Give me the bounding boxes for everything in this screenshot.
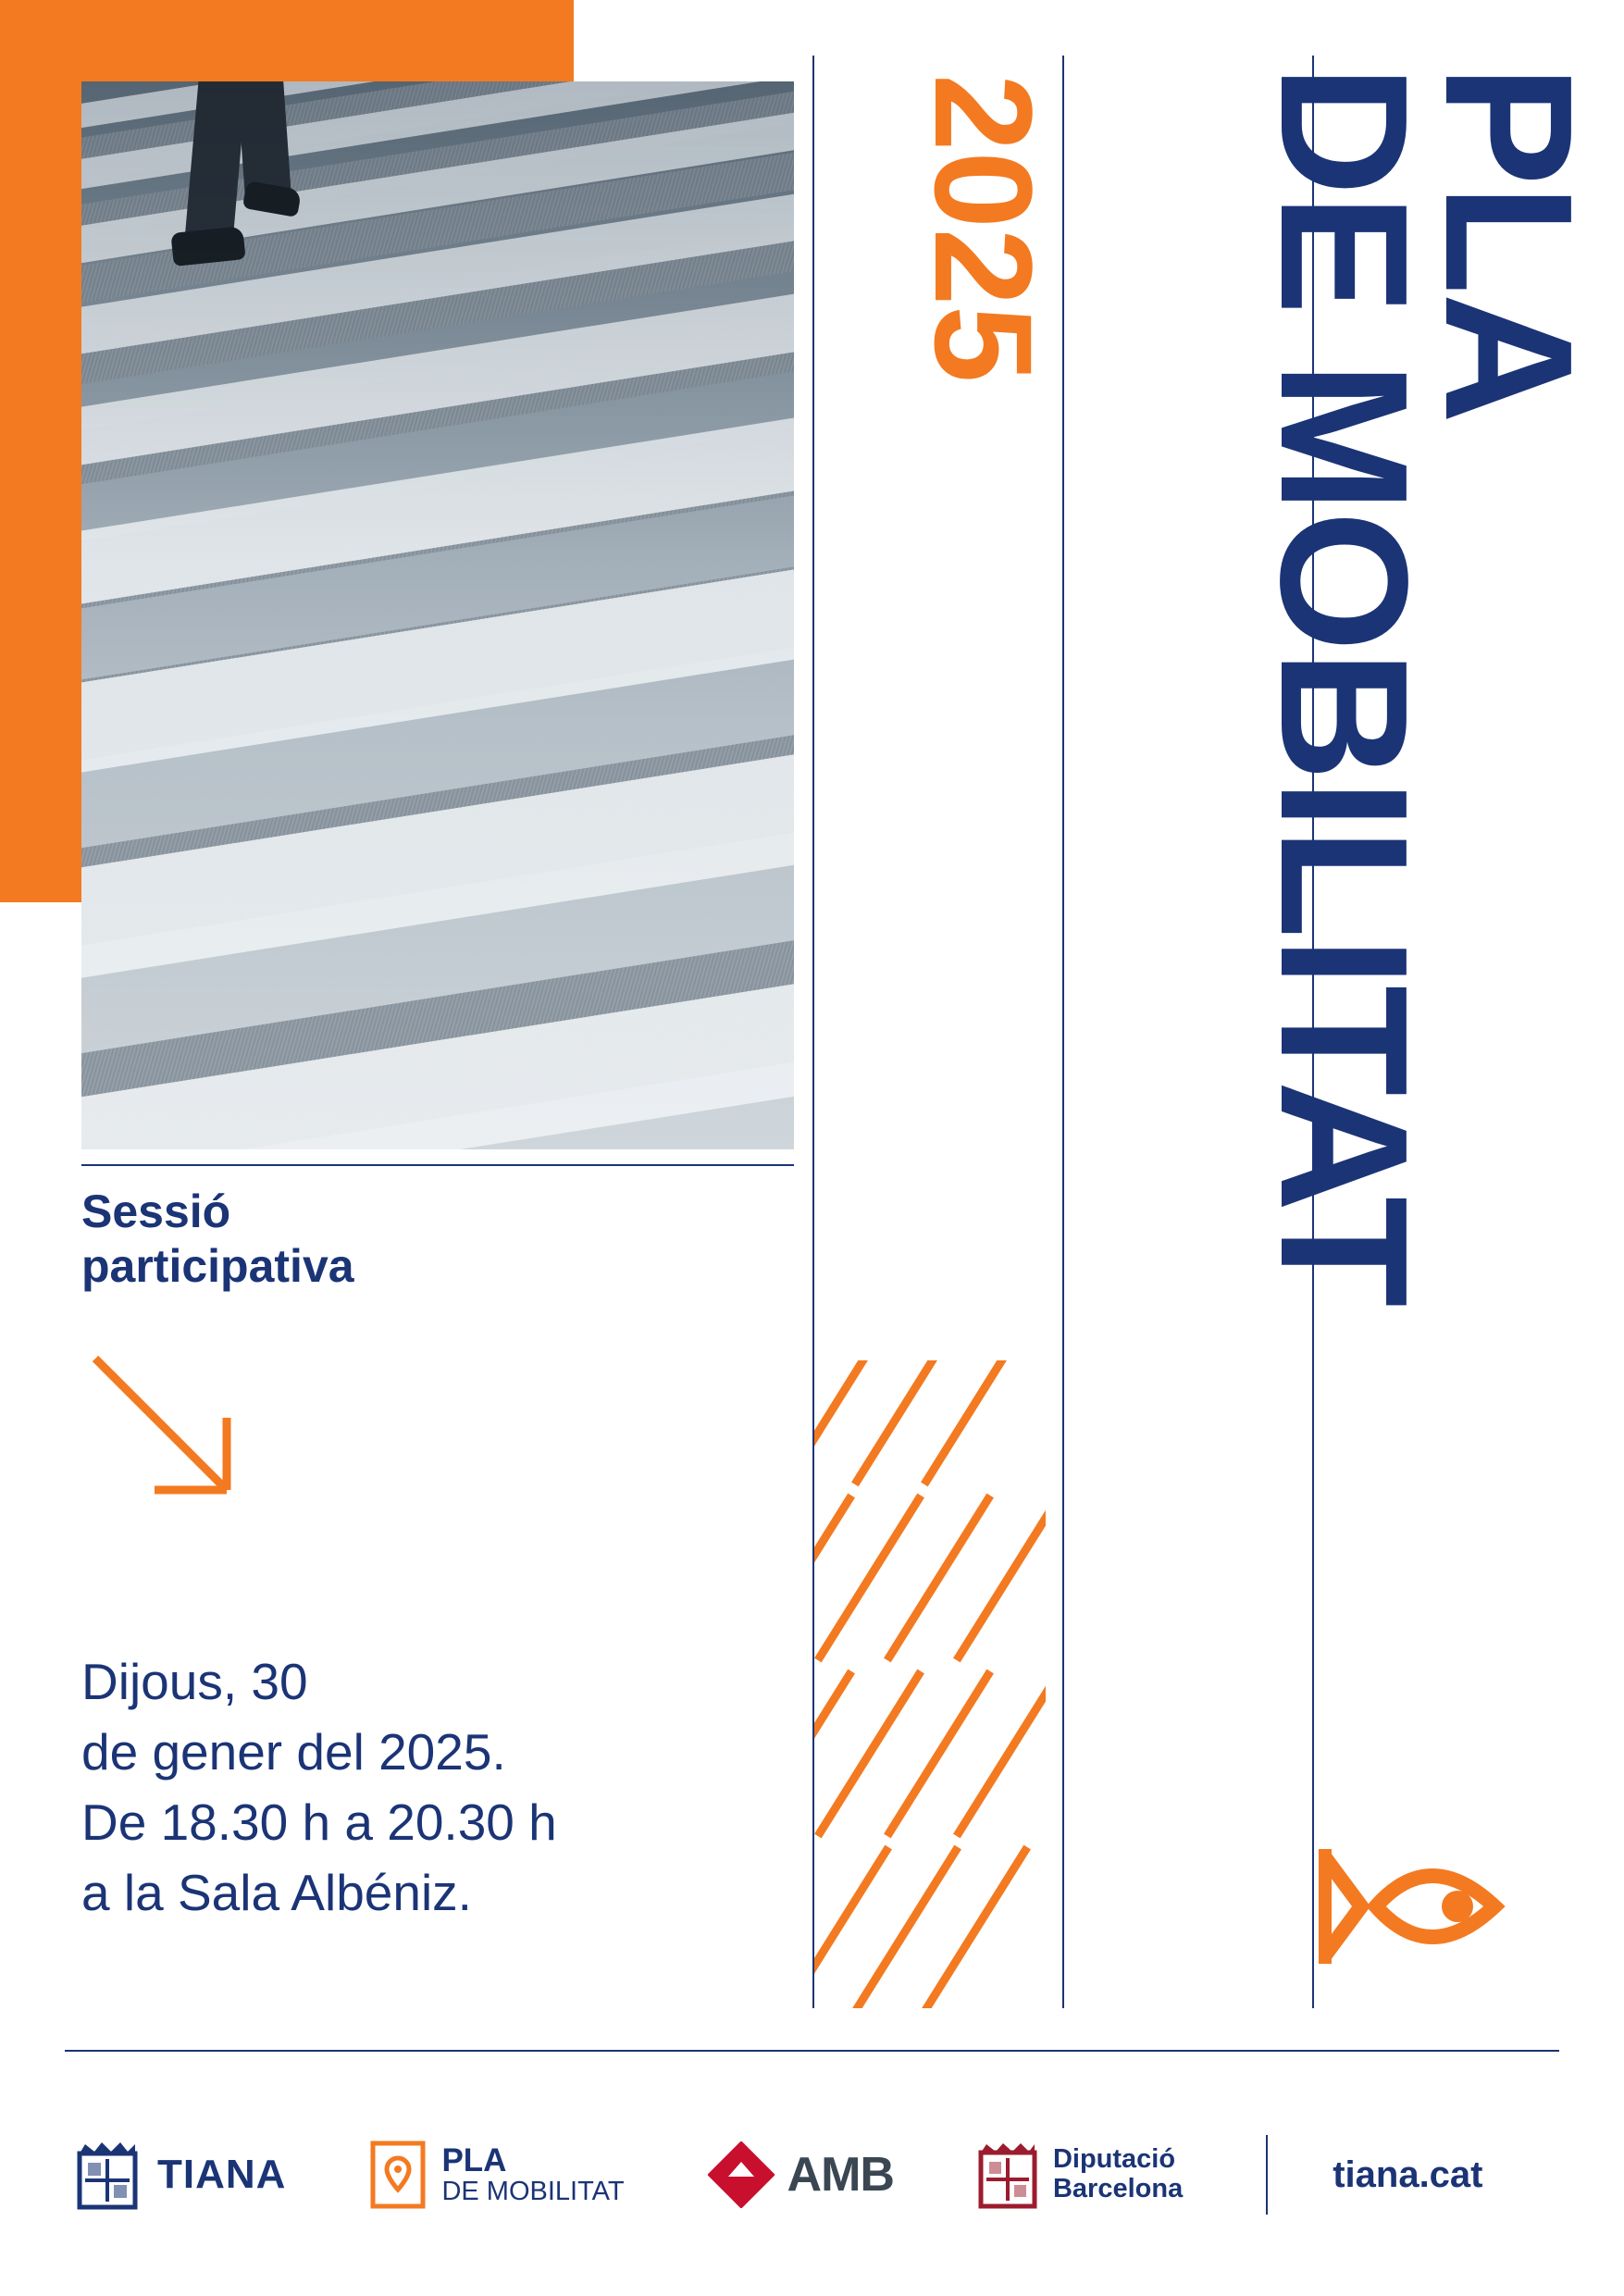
session-heading-line-2: participativa [81,1240,354,1292]
orange-diagonal-stripes [814,1360,1046,2008]
diagonal-stripe [814,1360,892,1486]
logo-diputacio-line2: Barcelona [1052,2174,1184,2203]
logo-tiana [74,2135,286,2215]
photo-underline-rule [81,1164,794,1166]
logo-amb [708,2141,894,2208]
session-heading [81,1185,655,1294]
logo-pla-mobilitat [369,2140,624,2210]
date-line-4: a la Sala Albéniz. [81,1863,472,1921]
logo-tiana-label: TIANA [157,2152,287,2197]
mobility-eye-mark [1319,1842,1531,1971]
session-heading-line-1: Sessió [81,1185,231,1237]
diagonal-stripe [953,1494,1046,1663]
logo-diputacio-label [1053,2145,1183,2204]
eye-icon [1319,1842,1531,1971]
logo-pla-mobilitat-label [441,2143,624,2206]
title-year: 2025 [906,74,1061,383]
tiana-crest-icon [74,2135,141,2215]
vertical-rule-2 [1062,56,1064,2008]
logo-amb-label: AMB [787,2148,894,2202]
date-line-2: de gener del 2025. [81,1722,506,1781]
crosswalk-photo [81,81,794,1149]
logo-pla-mobilitat-line2: DE MOBILITAT [441,2177,625,2207]
diagonal-stripe [814,1845,892,2008]
photo-color-overlay [81,81,794,1149]
diagonal-stripe [851,1360,961,1486]
footer-top-rule [65,2050,1559,2052]
footer-logos [65,2119,1559,2230]
title-pla: PLA [1407,65,1610,422]
logo-diputacio-line1: Diputació [1052,2144,1176,2175]
footer-separator [1266,2135,1268,2215]
date-line-1: Dijous, 30 [81,1653,308,1710]
logo-diputacio-barcelona [977,2140,1183,2210]
amb-diamond-icon [708,2141,775,2208]
date-line-3: De 18.30 h a 20.30 h [81,1793,557,1851]
diagonal-stripe [921,1845,1031,2008]
map-pin-icon [369,2140,427,2210]
arrow-down-right-icon [88,1351,264,1527]
diagonal-stripe [921,1360,1031,1486]
event-date-block [81,1647,803,1929]
title-de-mobilitat: DE MOBILITAT [1243,65,1445,1306]
diagonal-arrow [88,1351,264,1527]
diagonal-stripe [953,1669,1046,1839]
diputacio-crest-icon [977,2140,1038,2210]
logo-pla-mobilitat-line1: PLA [441,2142,507,2179]
website-link[interactable]: tiana.cat [1333,2153,1483,2195]
